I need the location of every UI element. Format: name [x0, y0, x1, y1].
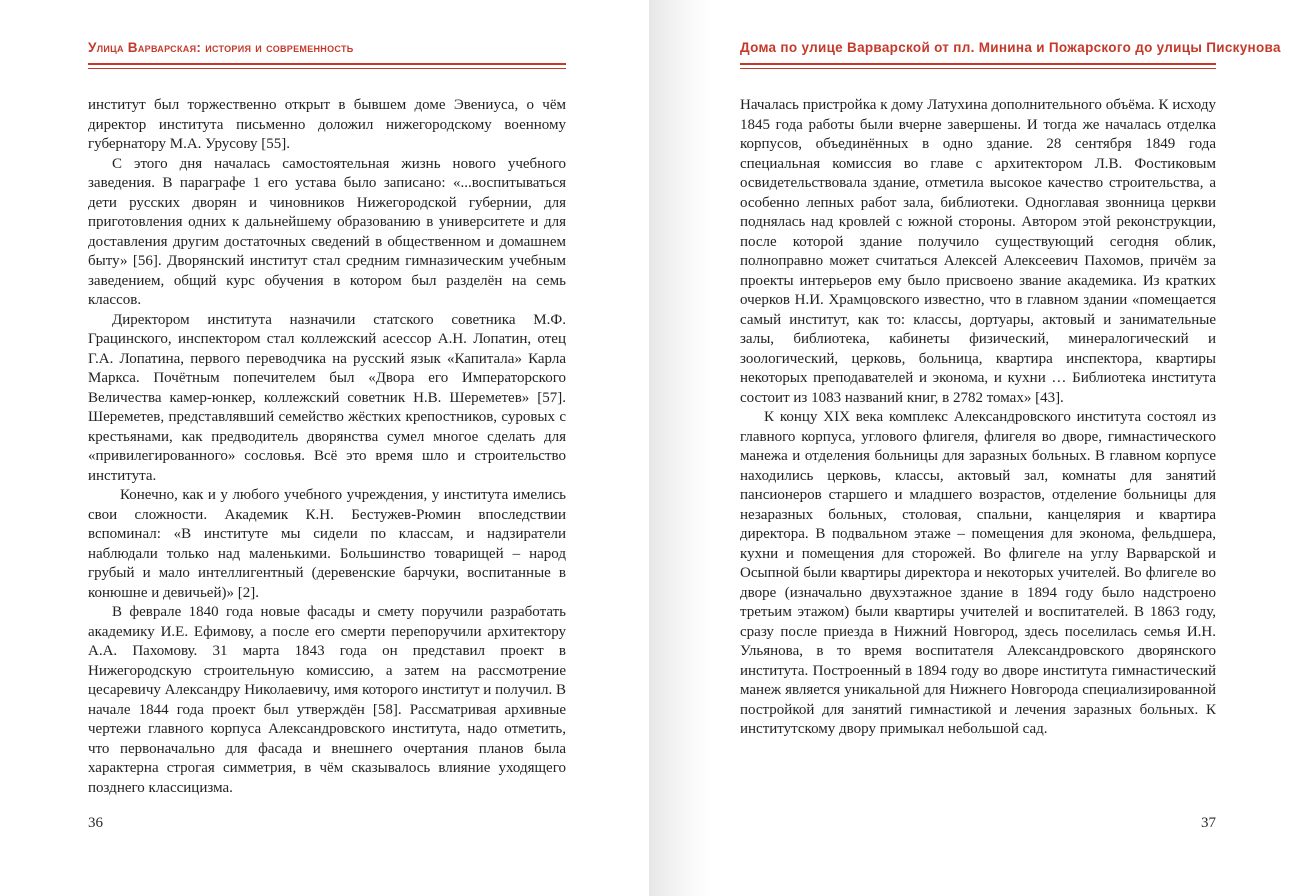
paragraph: С этого дня началась самостоятельная жизнь нового учебного заведения. В параграфе 1 его устава было записано: «...воспитываться дети русских дворян и чиновников Нижегородской губернии, для приготовления одних к дальнейшему образованию в университете и для доставления другим достаточных сведений в общественном и домашнем быту» [56]. Дворянский институт стал средним гимназическим учебным заведением, общий курс обучения в котором был разделён на семь классов. [88, 155, 566, 308]
left-page [88, 40, 566, 831]
paragraph: Директором института назначили статского советника М.Ф. Грацинского, инспектором стал коллежский асессор А.Н. Лопатин, отец Г.А. Лопатина, первого переводчика на русский язык «Капитала» Карла Маркса. Почётным попечителем был «Двора его Императорского Величества камер-юнкер, коллежский советник Н.В. Шереметев» [57]. Шереметев, представлявший семейство жёстких крепостников, суровых с крестьянами, как предводитель дворянства сумел многое сделать для «привилегированного» сословья. Всё это время шло и строительство института. [88, 311, 566, 484]
page-number-left: 36 [88, 815, 103, 831]
gutter-shadow [649, 0, 711, 896]
paragraph: Конечно, как и у любого учебного учреждения, у института имелись свои сложности. Академик К.Н. Бестужев-Рюмин впоследствии вспоминал: «В институте мы сидели по классам, и надзиратели наблюдали только над маленькими. Большинство товарищей – народ грубый и мало интеллигентный (деревенские барчуки, воспитанные в конюшне и девичьей)» [2]. [88, 487, 566, 601]
page-number-right: 37 [1201, 815, 1216, 831]
paragraph: В феврале 1840 года новые фасады и смету поручили разработать академику И.Е. Ефимову, а после его смерти перепоручили архитектору А.А. Пахомову. 31 марта 1843 года он представил проект в Нижегородскую строительную комиссию, а затем на рассмотрение цесаревичу Александру Николаевичу, имя которого институт и получил. В начале 1844 года проект был утверждён [58]. Рассматривая архивные чертежи главного корпуса Александровского института, надо отметить, что первоначально для фасада и внешнего очертания планов была характерна строгая симметрия, в чём сказывалось влияние уходящего позднего классицизма. [88, 604, 566, 796]
paragraph: К концу XIX века комплекс Александровского института состоял из главного корпуса, углового флигеля, флигеля во дворе, гимнастического манежа и отделения больницы для заразных больных. В главном корпусе находились церковь, классы, актовый зал, комнаты для занятий пансионеров старшего и младшего возрастов, отделение больницы для незаразных больных, столовая, спальни, канцелярия и квартира директора. В подвальном этаже – помещения для эконома, фельдшера, кухни и помещения для сторожей. Во флигеле на углу Варварской и Осыпной были квартиры директора и некоторых учителей. Во флигеле во дворе (изначально двухэтажное здание в 1894 году было надстроено третьим этажом) были квартиры учителей и воспитателей. В 1863 году, сразу после приезда в Нижний Новгород, здесь поселилась семья И.Н. Ульянова, в то время воспитателя Александровского дворянского института. Построенный в 1894 году во дворе института гимнастический манеж является уникальной для Нижнего Новгорода специализированной постройкой для занятий гимнастикой и лечения заразных больных. К институтскому двору примыкал небольшой сад. [740, 409, 1216, 737]
paragraph: Началась пристройка к дому Латухина дополнительного объёма. К исходу 1845 года работы были вчерне завершены. И тогда же началась отделка корпусов, объединённых в одно здание. 28 сентября 1849 года специальная комиссия во главе с архитектором Л.В. Фостиковым освидетельствовала здание, отметила высокое качество строительства, а особенно лепных работ зала, библиотеки. Одноглавая звонница церкви поднялась над кровлей с южной стороны. Автором этой реконструкции, после которой здание получило существующий сегодня облик, полноправно может считаться Алексей Алексеевич Пахомов, причём за проекты интерьеров ему было присвоено звание академика. Из кратких очерков Н.И. Храмцовского известно, что в главном здании «помещается самый институт, как то: классы, дортуары, актовый и занимательные залы, библиотека, кабинеты физический, минералогический и зоологический, церковь, больница, квартира инспектора, квартиры некоторых преподавателей и эконома, и кухни … Библиотека института состоит из 1083 названий книг, в 2782 томах» [43]. [740, 97, 1216, 406]
header-rule-left [88, 63, 566, 69]
right-page [740, 40, 1281, 831]
running-header-right: Дома по улице Варварской от пл. Минина и Пожарского до улицы Пискунова [740, 40, 1281, 55]
paragraph: институт был торжественно открыт в бывшем доме Эвениуса, о чём директор института письменно доложил нижегородскому военному губернатору М.А. Урусову [55]. [88, 97, 566, 152]
running-header-left: Улица Варварская: история и современность [88, 40, 354, 55]
page-body-left [88, 96, 566, 818]
header-rule-right [740, 63, 1216, 69]
page-body-right [740, 96, 1216, 818]
